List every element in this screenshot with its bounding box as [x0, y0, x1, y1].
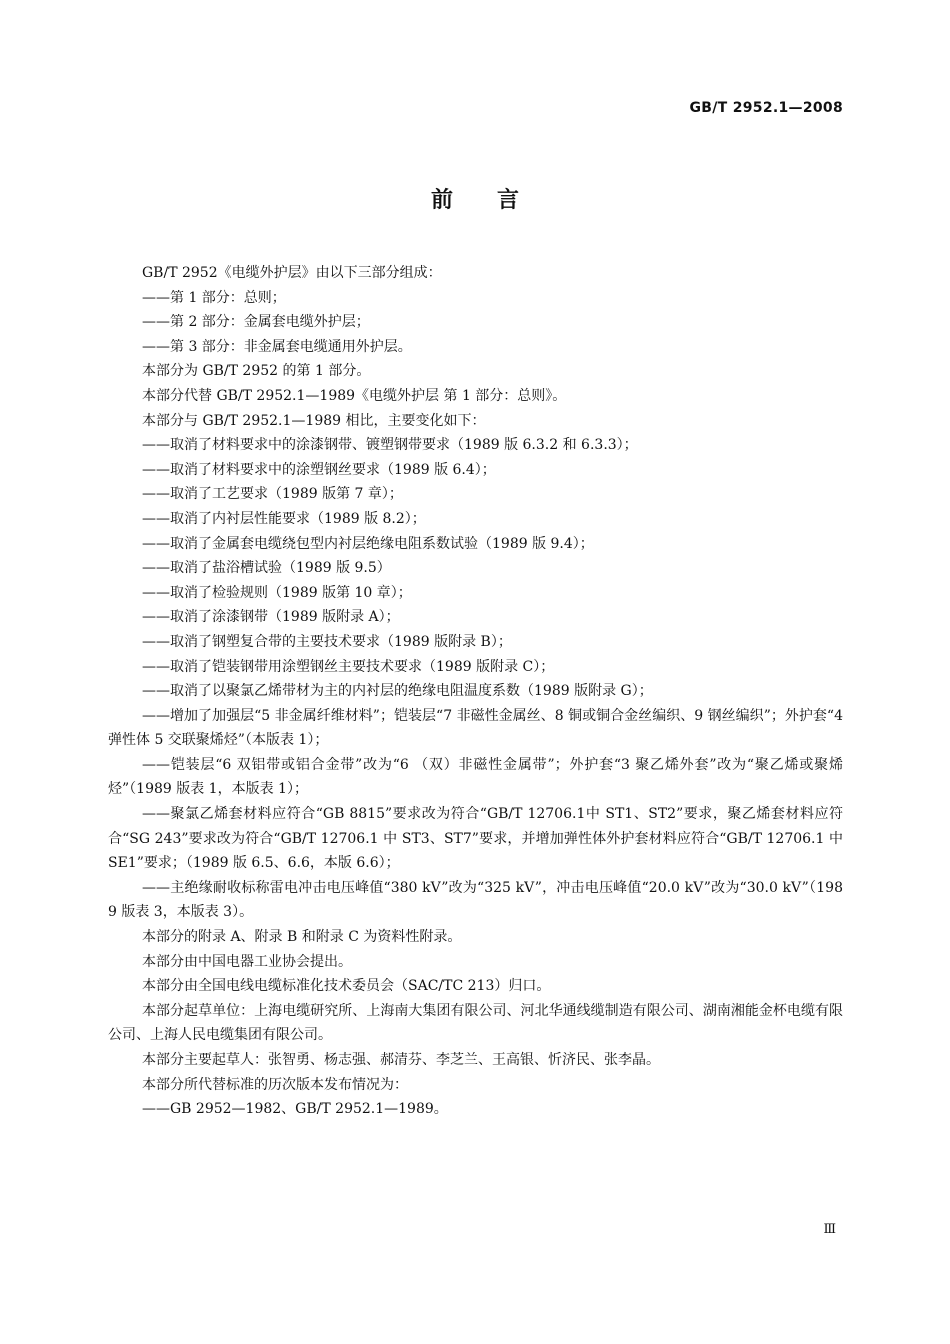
paragraph: ——第 2 部分：金属套电缆外护层； — [142, 314, 370, 331]
paragraph: ——取消了工艺要求（1989 版第 7 章）； — [142, 486, 403, 503]
paragraph: 本部分起草单位：上海电缆研究所、上海南大集团有限公司、河北华通线缆制造有限公司、湖南湘能金杯电缆有限公司、上海人民电缆集团有限公司。 — [108, 1002, 843, 1044]
paragraph: ——第 1 部分：总则； — [142, 289, 286, 306]
paragraph: ——第 3 部分：非金属套电缆通用外护层。 — [142, 338, 412, 355]
paragraph: ——取消了材料要求中的涂漆钢带、镀塑钢带要求（1989 版 6.3.2 和 6.3.3）； — [142, 437, 638, 454]
page-number: Ⅲ — [823, 1222, 836, 1237]
paragraph: 本部分为 GB/T 2952 的第 1 部分。 — [142, 363, 371, 380]
paragraph: ——GB 2952—1982、GB/T 2952.1—1989。 — [142, 1101, 448, 1118]
paragraph: ——主绝缘耐收标称雷电冲击电压峰值“380 kV”改为“325 kV”，冲击电压峰值“20.0 kV”改为“30.0 kV”（1989 版表 3，本版表 3）。 — [108, 879, 843, 921]
paragraph: ——增加了加强层“5 非金属纤维材料”；铠装层“7 非磁性金属丝、8 铜或铜合金丝编织、9 钢丝编织”；外护套“4 弹性体 5 交联聚烯烃”（本版表 1）； — [108, 707, 843, 749]
page-title: 前言 — [430, 188, 563, 213]
paragraph: ——取消了材料要求中的涂塑钢丝要求（1989 版 6.4）； — [142, 461, 496, 478]
paragraph: ——取消了涂漆钢带（1989 版附录 A）； — [142, 609, 400, 626]
paragraph: ——取消了盐浴槽试验（1989 版 9.5） — [142, 560, 391, 577]
paragraph: ——铠装层“6 双铝带或铝合金带”改为“6 （双）非磁性金属带”；外护套“3 聚乙烯外套”改为“聚乙烯或聚烯烃”（1989 版表 1，本版表 1）； — [108, 756, 843, 798]
paragraph: ——取消了金属套电缆绕包型内衬层绝缘电阻系数试验（1989 版 9.4）； — [142, 535, 594, 552]
paragraph: 本部分主要起草人：张智勇、杨志强、郝清芬、李芝兰、王高银、忻济民、张李晶。 — [142, 1052, 660, 1068]
paragraph: 本部分所代替标准的历次版本发布情况为： — [142, 1076, 408, 1093]
paragraph: ——取消了钢塑复合带的主要技术要求（1989 版附录 B）； — [142, 633, 512, 650]
paragraph: ——取消了铠装钢带用涂塑钢丝主要技术要求（1989 版附录 C）； — [142, 658, 555, 675]
paragraph: ——聚氯乙烯套材料应符合“GB 8815”要求改为符合“GB/T 12706.1中 ST1、ST2”要求，聚乙烯套材料应符合“SG 243”要求改为符合“GB/T 12706.1 中 ST3、ST7”要求，并增加弹性体外护套材料应符合“GB/T 12706.1 中 SE1”要求；（1989 版 6.5、6.6，本版 6.6）； — [108, 806, 843, 872]
paragraph: GB/T 2952《电缆外护层》由以下三部分组成： — [142, 265, 442, 281]
paragraph: ——取消了检验规则（1989 版第 10 章）； — [142, 584, 412, 601]
paragraph: 本部分由全国电线电缆标准化技术委员会（SAC/TC 213）归口。 — [142, 978, 551, 995]
standard-number: GB/T 2952.1—2008 — [689, 100, 843, 116]
paragraph: ——取消了以聚氯乙烯带材为主的内衬层的绝缘电阻温度系数（1989 版附录 G）； — [142, 683, 653, 700]
paragraph: 本部分与 GB/T 2952.1—1989 相比，主要变化如下： — [142, 412, 486, 429]
paragraph: 本部分代替 GB/T 2952.1—1989《电缆外护层 第 1 部分：总则》。 — [142, 387, 567, 404]
document-body — [108, 261, 843, 1122]
paragraph: 本部分由中国电器工业协会提出。 — [142, 953, 352, 970]
paragraph: 本部分的附录 A、附录 B 和附录 C 为资料性附录。 — [142, 929, 462, 946]
paragraph: ——取消了内衬层性能要求（1989 版 8.2）； — [142, 510, 426, 527]
